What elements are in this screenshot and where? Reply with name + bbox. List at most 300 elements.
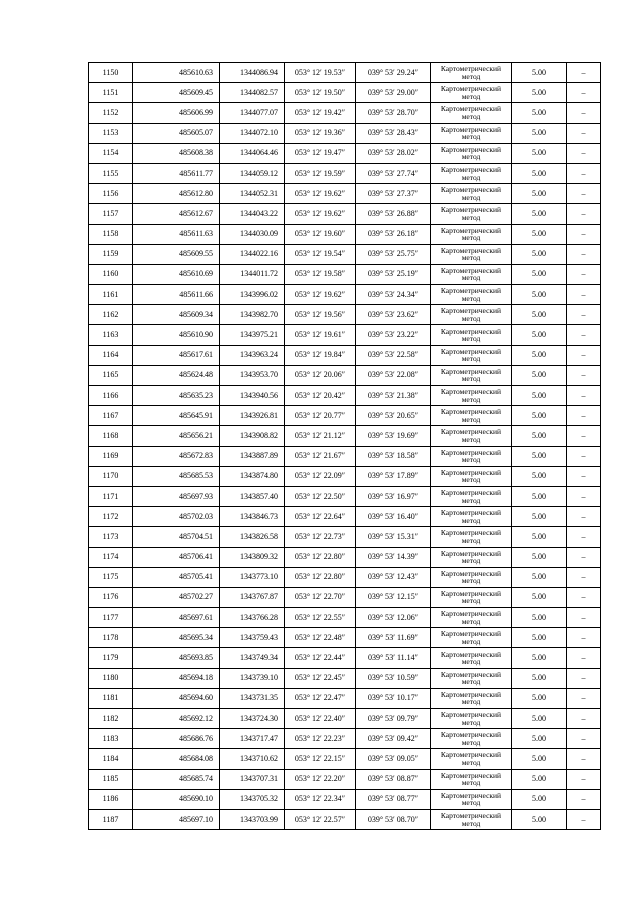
accuracy-cell: 5.00 [512,305,567,325]
y-coordinate-cell: 1343887.89 [220,446,285,466]
longitude-cell: 039° 53′ 29.00″ [356,83,431,103]
longitude-cell: 039° 53′ 10.59″ [356,668,431,688]
x-coordinate-cell: 485692.12 [133,709,220,729]
point-number-cell: 1158 [89,224,133,244]
x-coordinate-cell: 485645.91 [133,406,220,426]
longitude-cell: 039° 53′ 12.06″ [356,608,431,628]
method-cell: Картометрический метод [431,103,512,123]
x-coordinate-cell: 485705.41 [133,567,220,587]
x-coordinate-cell: 485609.55 [133,244,220,264]
longitude-cell: 039° 53′ 25.75″ [356,244,431,264]
longitude-cell: 039° 53′ 11.69″ [356,628,431,648]
table-row [89,486,601,506]
y-coordinate-cell: 1343724.30 [220,709,285,729]
accuracy-cell: 5.00 [512,143,567,163]
longitude-cell: 039° 53′ 09.42″ [356,729,431,749]
note-cell: – [567,809,601,829]
point-number-cell: 1177 [89,608,133,628]
y-coordinate-cell: 1344077.07 [220,103,285,123]
method-cell: Картометрический метод [431,264,512,284]
accuracy-cell: 5.00 [512,63,567,83]
point-number-cell: 1169 [89,446,133,466]
accuracy-cell: 5.00 [512,769,567,789]
x-coordinate-cell: 485624.48 [133,365,220,385]
latitude-cell: 053° 12′ 22.73″ [285,527,356,547]
point-number-cell: 1166 [89,386,133,406]
latitude-cell: 053° 12′ 19.61″ [285,325,356,345]
table-row [89,426,601,446]
y-coordinate-cell: 1343766.28 [220,608,285,628]
note-cell: – [567,749,601,769]
accuracy-cell: 5.00 [512,83,567,103]
x-coordinate-cell: 485693.85 [133,648,220,668]
longitude-cell: 039° 53′ 18.58″ [356,446,431,466]
method-cell: Картометрический метод [431,486,512,506]
note-cell: – [567,224,601,244]
note-cell: – [567,507,601,527]
y-coordinate-cell: 1343908.82 [220,426,285,446]
y-coordinate-cell: 1344022.16 [220,244,285,264]
note-cell: – [567,587,601,607]
table-row [89,729,601,749]
point-number-cell: 1181 [89,688,133,708]
accuracy-cell: 5.00 [512,507,567,527]
table-body [89,63,601,830]
method-cell: Картометрический метод [431,386,512,406]
accuracy-cell: 5.00 [512,547,567,567]
accuracy-cell: 5.00 [512,224,567,244]
method-cell: Картометрический метод [431,688,512,708]
point-number-cell: 1179 [89,648,133,668]
y-coordinate-cell: 1343926.81 [220,406,285,426]
y-coordinate-cell: 1344043.22 [220,204,285,224]
note-cell: – [567,789,601,809]
method-cell: Картометрический метод [431,466,512,486]
method-cell: Картометрический метод [431,406,512,426]
point-number-cell: 1168 [89,426,133,446]
latitude-cell: 053° 12′ 19.58″ [285,264,356,284]
longitude-cell: 039° 53′ 17.89″ [356,466,431,486]
y-coordinate-cell: 1343826.58 [220,527,285,547]
longitude-cell: 039° 53′ 16.97″ [356,486,431,506]
latitude-cell: 053° 12′ 22.50″ [285,486,356,506]
point-number-cell: 1160 [89,264,133,284]
y-coordinate-cell: 1343767.87 [220,587,285,607]
latitude-cell: 053° 12′ 22.70″ [285,587,356,607]
latitude-cell: 053° 12′ 19.54″ [285,244,356,264]
note-cell: – [567,305,601,325]
latitude-cell: 053° 12′ 22.23″ [285,729,356,749]
method-cell: Картометрический метод [431,325,512,345]
y-coordinate-cell: 1343846.73 [220,507,285,527]
table-row [89,103,601,123]
method-cell: Картометрический метод [431,143,512,163]
latitude-cell: 053° 12′ 22.80″ [285,567,356,587]
accuracy-cell: 5.00 [512,345,567,365]
y-coordinate-cell: 1344072.10 [220,123,285,143]
note-cell: – [567,143,601,163]
note-cell: – [567,365,601,385]
method-cell: Картометрический метод [431,749,512,769]
accuracy-cell: 5.00 [512,264,567,284]
accuracy-cell: 5.00 [512,386,567,406]
accuracy-cell: 5.00 [512,204,567,224]
point-number-cell: 1185 [89,769,133,789]
latitude-cell: 053° 12′ 19.47″ [285,143,356,163]
x-coordinate-cell: 485609.34 [133,305,220,325]
table-row [89,285,601,305]
y-coordinate-cell: 1343773.10 [220,567,285,587]
latitude-cell: 053° 12′ 19.84″ [285,345,356,365]
latitude-cell: 053° 12′ 19.53″ [285,63,356,83]
point-number-cell: 1155 [89,163,133,183]
x-coordinate-cell: 485656.21 [133,426,220,446]
method-cell: Картометрический метод [431,63,512,83]
note-cell: – [567,204,601,224]
method-cell: Картометрический метод [431,426,512,446]
longitude-cell: 039° 53′ 14.39″ [356,547,431,567]
y-coordinate-cell: 1344011.72 [220,264,285,284]
x-coordinate-cell: 485685.53 [133,466,220,486]
method-cell: Картометрический метод [431,345,512,365]
y-coordinate-cell: 1343963.24 [220,345,285,365]
y-coordinate-cell: 1343717.47 [220,729,285,749]
latitude-cell: 053° 12′ 19.36″ [285,123,356,143]
point-number-cell: 1159 [89,244,133,264]
note-cell: – [567,163,601,183]
x-coordinate-cell: 485697.10 [133,809,220,829]
point-number-cell: 1151 [89,83,133,103]
method-cell: Картометрический метод [431,204,512,224]
accuracy-cell: 5.00 [512,184,567,204]
y-coordinate-cell: 1343731.35 [220,688,285,708]
table-row [89,365,601,385]
table-row [89,163,601,183]
table-row [89,507,601,527]
method-cell: Картометрический метод [431,729,512,749]
table-row [89,386,601,406]
table-row [89,204,601,224]
accuracy-cell: 5.00 [512,285,567,305]
longitude-cell: 039° 53′ 16.40″ [356,507,431,527]
latitude-cell: 053° 12′ 22.64″ [285,507,356,527]
y-coordinate-cell: 1344030.09 [220,224,285,244]
method-cell: Картометрический метод [431,163,512,183]
point-number-cell: 1162 [89,305,133,325]
table-row [89,527,601,547]
accuracy-cell: 5.00 [512,709,567,729]
x-coordinate-cell: 485694.60 [133,688,220,708]
x-coordinate-cell: 485610.90 [133,325,220,345]
note-cell: – [567,184,601,204]
longitude-cell: 039° 53′ 08.70″ [356,809,431,829]
latitude-cell: 053° 12′ 21.67″ [285,446,356,466]
note-cell: – [567,668,601,688]
note-cell: – [567,103,601,123]
table-row [89,567,601,587]
latitude-cell: 053° 12′ 19.42″ [285,103,356,123]
latitude-cell: 053° 12′ 22.09″ [285,466,356,486]
accuracy-cell: 5.00 [512,729,567,749]
longitude-cell: 039° 53′ 23.22″ [356,325,431,345]
point-number-cell: 1171 [89,486,133,506]
y-coordinate-cell: 1344059.12 [220,163,285,183]
note-cell: – [567,608,601,628]
accuracy-cell: 5.00 [512,123,567,143]
y-coordinate-cell: 1343703.99 [220,809,285,829]
method-cell: Картометрический метод [431,527,512,547]
note-cell: – [567,486,601,506]
method-cell: Картометрический метод [431,83,512,103]
y-coordinate-cell: 1343874.80 [220,466,285,486]
method-cell: Картометрический метод [431,507,512,527]
point-number-cell: 1157 [89,204,133,224]
point-number-cell: 1163 [89,325,133,345]
point-number-cell: 1180 [89,668,133,688]
latitude-cell: 053° 12′ 19.62″ [285,285,356,305]
table-row [89,466,601,486]
accuracy-cell: 5.00 [512,325,567,345]
longitude-cell: 039° 53′ 09.05″ [356,749,431,769]
point-number-cell: 1176 [89,587,133,607]
method-cell: Картометрический метод [431,628,512,648]
y-coordinate-cell: 1343809.32 [220,547,285,567]
accuracy-cell: 5.00 [512,809,567,829]
table-row [89,325,601,345]
latitude-cell: 053° 12′ 22.55″ [285,608,356,628]
accuracy-cell: 5.00 [512,426,567,446]
point-number-cell: 1154 [89,143,133,163]
table-row [89,224,601,244]
latitude-cell: 053° 12′ 22.44″ [285,648,356,668]
y-coordinate-cell: 1344082.57 [220,83,285,103]
point-number-cell: 1156 [89,184,133,204]
x-coordinate-cell: 485686.76 [133,729,220,749]
table-row [89,709,601,729]
note-cell: – [567,547,601,567]
latitude-cell: 053° 12′ 19.62″ [285,204,356,224]
table-row [89,608,601,628]
y-coordinate-cell: 1343940.56 [220,386,285,406]
y-coordinate-cell: 1343739.10 [220,668,285,688]
note-cell: – [567,769,601,789]
note-cell: – [567,466,601,486]
table-row [89,305,601,325]
table-row [89,789,601,809]
method-cell: Картометрический метод [431,648,512,668]
longitude-cell: 039° 53′ 27.74″ [356,163,431,183]
x-coordinate-cell: 485697.93 [133,486,220,506]
x-coordinate-cell: 485617.61 [133,345,220,365]
note-cell: – [567,628,601,648]
accuracy-cell: 5.00 [512,365,567,385]
method-cell: Картометрический метод [431,285,512,305]
note-cell: – [567,345,601,365]
table-row [89,688,601,708]
method-cell: Картометрический метод [431,184,512,204]
method-cell: Картометрический метод [431,224,512,244]
note-cell: – [567,567,601,587]
x-coordinate-cell: 485695.34 [133,628,220,648]
point-number-cell: 1172 [89,507,133,527]
method-cell: Картометрический метод [431,789,512,809]
point-number-cell: 1167 [89,406,133,426]
longitude-cell: 039° 53′ 28.02″ [356,143,431,163]
table-row [89,143,601,163]
y-coordinate-cell: 1343710.62 [220,749,285,769]
latitude-cell: 053° 12′ 19.62″ [285,184,356,204]
x-coordinate-cell: 485608.38 [133,143,220,163]
longitude-cell: 039° 53′ 08.87″ [356,769,431,789]
longitude-cell: 039° 53′ 26.88″ [356,204,431,224]
latitude-cell: 053° 12′ 22.15″ [285,749,356,769]
method-cell: Картометрический метод [431,668,512,688]
point-number-cell: 1174 [89,547,133,567]
x-coordinate-cell: 485706.41 [133,547,220,567]
accuracy-cell: 5.00 [512,749,567,769]
point-number-cell: 1186 [89,789,133,809]
y-coordinate-cell: 1343975.21 [220,325,285,345]
note-cell: – [567,426,601,446]
latitude-cell: 053° 12′ 22.34″ [285,789,356,809]
accuracy-cell: 5.00 [512,567,567,587]
method-cell: Картометрический метод [431,709,512,729]
method-cell: Картометрический метод [431,567,512,587]
longitude-cell: 039° 53′ 25.19″ [356,264,431,284]
method-cell: Картометрический метод [431,587,512,607]
longitude-cell: 039° 53′ 15.31″ [356,527,431,547]
accuracy-cell: 5.00 [512,486,567,506]
x-coordinate-cell: 485611.66 [133,285,220,305]
latitude-cell: 053° 12′ 19.59″ [285,163,356,183]
table-row [89,769,601,789]
x-coordinate-cell: 485611.63 [133,224,220,244]
accuracy-cell: 5.00 [512,668,567,688]
latitude-cell: 053° 12′ 20.06″ [285,365,356,385]
method-cell: Картометрический метод [431,769,512,789]
point-number-cell: 1173 [89,527,133,547]
note-cell: – [567,386,601,406]
method-cell: Картометрический метод [431,446,512,466]
accuracy-cell: 5.00 [512,406,567,426]
longitude-cell: 039° 53′ 09.79″ [356,709,431,729]
longitude-cell: 039° 53′ 21.38″ [356,386,431,406]
x-coordinate-cell: 485609.45 [133,83,220,103]
coordinates-table [88,62,601,830]
y-coordinate-cell: 1343953.70 [220,365,285,385]
note-cell: – [567,63,601,83]
x-coordinate-cell: 485685.74 [133,769,220,789]
table-row [89,244,601,264]
note-cell: – [567,648,601,668]
table-row [89,184,601,204]
note-cell: – [567,709,601,729]
point-number-cell: 1164 [89,345,133,365]
point-number-cell: 1150 [89,63,133,83]
accuracy-cell: 5.00 [512,466,567,486]
accuracy-cell: 5.00 [512,608,567,628]
table-row [89,547,601,567]
table-row [89,668,601,688]
y-coordinate-cell: 1343857.40 [220,486,285,506]
longitude-cell: 039° 53′ 20.65″ [356,406,431,426]
y-coordinate-cell: 1344052.31 [220,184,285,204]
point-number-cell: 1170 [89,466,133,486]
latitude-cell: 053° 12′ 22.45″ [285,668,356,688]
note-cell: – [567,325,601,345]
x-coordinate-cell: 485610.69 [133,264,220,284]
accuracy-cell: 5.00 [512,244,567,264]
latitude-cell: 053° 12′ 22.48″ [285,628,356,648]
longitude-cell: 039° 53′ 26.18″ [356,224,431,244]
latitude-cell: 053° 12′ 19.56″ [285,305,356,325]
latitude-cell: 053° 12′ 22.57″ [285,809,356,829]
longitude-cell: 039° 53′ 22.08″ [356,365,431,385]
table-row [89,648,601,668]
longitude-cell: 039° 53′ 10.17″ [356,688,431,708]
point-number-cell: 1187 [89,809,133,829]
point-number-cell: 1178 [89,628,133,648]
table-row [89,749,601,769]
latitude-cell: 053° 12′ 22.80″ [285,547,356,567]
longitude-cell: 039° 53′ 12.15″ [356,587,431,607]
x-coordinate-cell: 485605.07 [133,123,220,143]
longitude-cell: 039° 53′ 22.58″ [356,345,431,365]
table-row [89,264,601,284]
longitude-cell: 039° 53′ 08.77″ [356,789,431,809]
table-row [89,83,601,103]
accuracy-cell: 5.00 [512,648,567,668]
note-cell: – [567,729,601,749]
x-coordinate-cell: 485610.63 [133,63,220,83]
x-coordinate-cell: 485635.23 [133,386,220,406]
accuracy-cell: 5.00 [512,789,567,809]
longitude-cell: 039° 53′ 11.14″ [356,648,431,668]
table-row [89,809,601,829]
y-coordinate-cell: 1344086.94 [220,63,285,83]
x-coordinate-cell: 485672.83 [133,446,220,466]
table-row [89,123,601,143]
document-page [88,62,600,830]
note-cell: – [567,527,601,547]
point-number-cell: 1153 [89,123,133,143]
longitude-cell: 039° 53′ 19.69″ [356,426,431,446]
x-coordinate-cell: 485702.27 [133,587,220,607]
latitude-cell: 053° 12′ 22.47″ [285,688,356,708]
longitude-cell: 039° 53′ 24.34″ [356,285,431,305]
accuracy-cell: 5.00 [512,628,567,648]
x-coordinate-cell: 485694.18 [133,668,220,688]
accuracy-cell: 5.00 [512,103,567,123]
accuracy-cell: 5.00 [512,163,567,183]
x-coordinate-cell: 485702.03 [133,507,220,527]
longitude-cell: 039° 53′ 28.43″ [356,123,431,143]
note-cell: – [567,264,601,284]
accuracy-cell: 5.00 [512,587,567,607]
y-coordinate-cell: 1343996.02 [220,285,285,305]
x-coordinate-cell: 485697.61 [133,608,220,628]
latitude-cell: 053° 12′ 22.40″ [285,709,356,729]
x-coordinate-cell: 485690.10 [133,789,220,809]
note-cell: – [567,244,601,264]
accuracy-cell: 5.00 [512,446,567,466]
note-cell: – [567,688,601,708]
x-coordinate-cell: 485612.67 [133,204,220,224]
accuracy-cell: 5.00 [512,527,567,547]
note-cell: – [567,83,601,103]
note-cell: – [567,446,601,466]
y-coordinate-cell: 1343705.32 [220,789,285,809]
